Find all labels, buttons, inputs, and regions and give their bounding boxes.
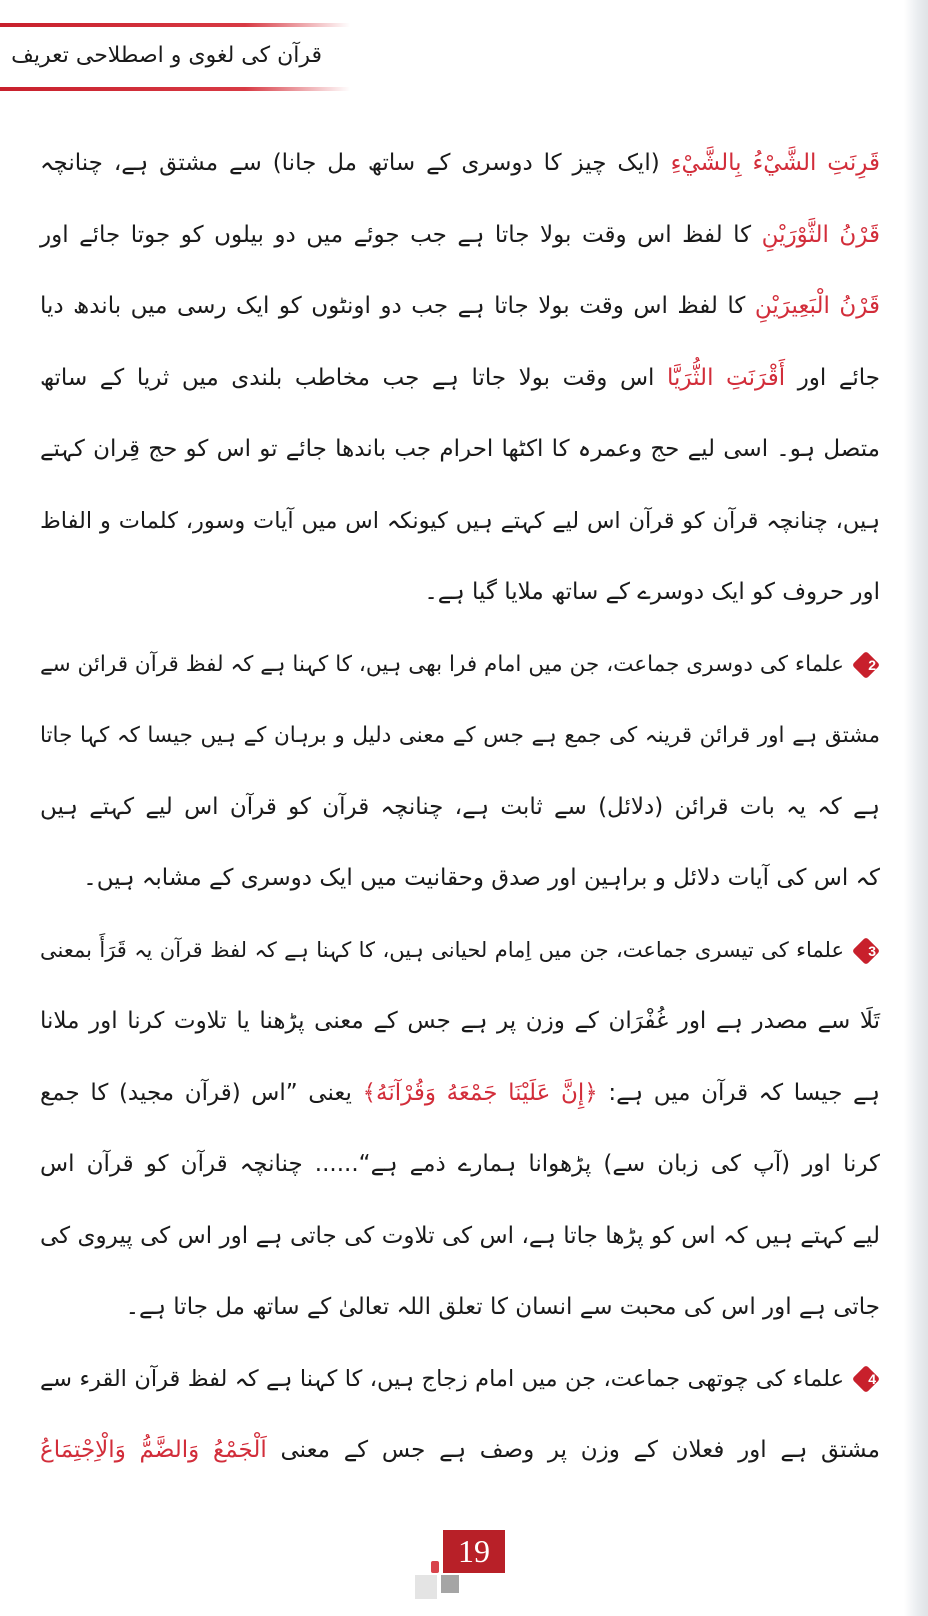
title-rule-top (0, 23, 350, 27)
text-segment: اور حروف کو ایک دوسرے کے ساتھ ملایا گیا ہے۔ (424, 579, 880, 605)
text-line (40, 1129, 880, 1201)
text-segment: کا لفظ اس وقت بولا جاتا ہے جب دو اونٹوں کو ایک رسی میں باندھ دیا (40, 293, 755, 319)
text-segment: علماء کی چوتھی جماعت، جن میں امام زجاج ہیں، کا کہنا ہے کہ لفظ قرآن القرء سے (40, 1365, 844, 1392)
arabic-term: اَلْجَمْعُ وَالضَّمُّ وَالْاِجْتِمَاعُ (40, 1437, 267, 1463)
text-line (40, 1415, 880, 1487)
badge-number: 2 (868, 656, 876, 673)
decor-square-red (431, 1561, 439, 1573)
text-line (40, 343, 880, 415)
text-segment: کہ اس کی آیات دلائل و براہین اور صدق وحقانیت میں ایک دوسری کے مشابہ ہیں۔ (83, 865, 880, 891)
text-segment: جاتی ہے اور اس کی محبت سے انسان کا تعلق اللہ تعالیٰ کے ساتھ مل جاتا ہے۔ (125, 1294, 880, 1320)
body-text (40, 128, 880, 1487)
arabic-term: ﴿إِنَّ عَلَيْنَا جَمْعَهُ وَقُرْآنَهُ﴾ (362, 1079, 598, 1106)
text-segment: لیے کہتے ہیں کہ اس کو پڑھا جاتا ہے، اس کی تلاوت کی جاتی ہے اور اس کی پیروی کی (40, 1222, 880, 1249)
text-segment: کا لفظ اس وقت بولا جاتا ہے جب جوئے میں دو بیلوں کو جوتا جائے اور (40, 221, 762, 248)
text-line (40, 414, 880, 486)
text-line (40, 1201, 880, 1273)
text-segment: ہے جیسا کہ قرآن میں ہے: (597, 1079, 880, 1106)
text-line (40, 557, 880, 629)
text-segment: تَلَا سے مصدر ہے اور غُفْرَان کے وزن پر ہے جس کے معنی پڑھنا یا تلاوت کرنا اور ملانا (40, 1008, 880, 1034)
text-segment: کرنا اور (آپ کی زبان سے) پڑھوانا ہمارے ذمے ہے“...... چنانچہ قرآن کو قرآن اس (40, 1151, 880, 1177)
arabic-term: قَرْنُ الْبَعِيرَيْنِ (754, 293, 880, 319)
text-line (40, 271, 880, 343)
text-segment: ہے کہ یہ بات قرائن (دلائل) سے ثابت ہے، چنانچہ قرآن کو قرآن اس لیے کہتے ہیں (40, 793, 880, 820)
text-line (40, 1272, 880, 1344)
text-line (40, 629, 880, 701)
numbered-point-badge (852, 936, 880, 964)
text-segment: مشتق ہے اور فعلان کے وزن پر وصف ہے جس کے معنی (266, 1437, 881, 1463)
text-line (40, 700, 880, 772)
arabic-term: قَرْنُ الثَّوْرَيْنِ (761, 221, 880, 248)
arabic-term: قَرِنَتِ الشَّيْءُ بِالشَّيْءِ (670, 150, 880, 176)
text-line (40, 486, 880, 558)
numbered-point-badge (852, 650, 880, 678)
badge-number: 4 (868, 1371, 876, 1387)
text-segment: (ایک چیز کا دوسری کے ساتھ مل جانا) سے مشتق ہے، چنانچہ (40, 150, 671, 176)
decor-square-gray (441, 1575, 459, 1593)
text-line (40, 200, 880, 272)
text-segment: جائے اور (785, 364, 880, 391)
text-line (40, 915, 880, 987)
badge-number: 3 (868, 942, 876, 959)
text-line (40, 772, 880, 844)
text-segment: علماء کی تیسری جماعت، جن میں اِمام لحیانی ہیں، کا کہنا ہے کہ لفظ قرآن یہ قَرَأَ بمعنی (40, 937, 844, 962)
text-line (40, 128, 880, 200)
title-rule-bottom (0, 87, 350, 91)
text-segment: ہیں، چنانچہ قرآن کو قرآن اس لیے کہتے ہیں کیونکہ اس میں آیات وسور، کلمات و الفاظ (40, 507, 880, 534)
text-segment: متصل ہو۔ اسی لیے حج وعمرہ کا اکٹھا احرام جب باندھا جائے تو اس کو حج قِران کہتے (40, 436, 880, 462)
arabic-term: أَقْرَنَتِ الثُّرَيَّا (667, 364, 786, 391)
text-line (40, 986, 880, 1058)
decor-square-light (415, 1575, 437, 1599)
numbered-point-badge (852, 1365, 880, 1393)
text-segment: اس وقت بولا جاتا ہے جب مخاطب بلندی میں ثریا کے ساتھ (40, 364, 668, 391)
text-segment: یعنی ”اس (قرآن مجید) کا جمع (40, 1079, 363, 1106)
page-title: قرآن کی لغوی و اصطلاحی تعریف (11, 43, 322, 68)
page-edge-shadow (904, 0, 928, 1616)
text-line (40, 1344, 880, 1416)
page-number: 19 (443, 1530, 505, 1573)
text-segment: مشتق ہے اور قرائن قرینہ کی جمع ہے جس کے معنی دلیل و برہان کے ہیں جیسا کہ کہا جاتا (40, 723, 880, 748)
text-line (40, 843, 880, 915)
text-segment: علماء کی دوسری جماعت، جن میں امام فرا بھی ہیں، کا کہنا ہے کہ لفظ قرآن قرائن سے (40, 651, 844, 677)
text-line (40, 1058, 880, 1130)
